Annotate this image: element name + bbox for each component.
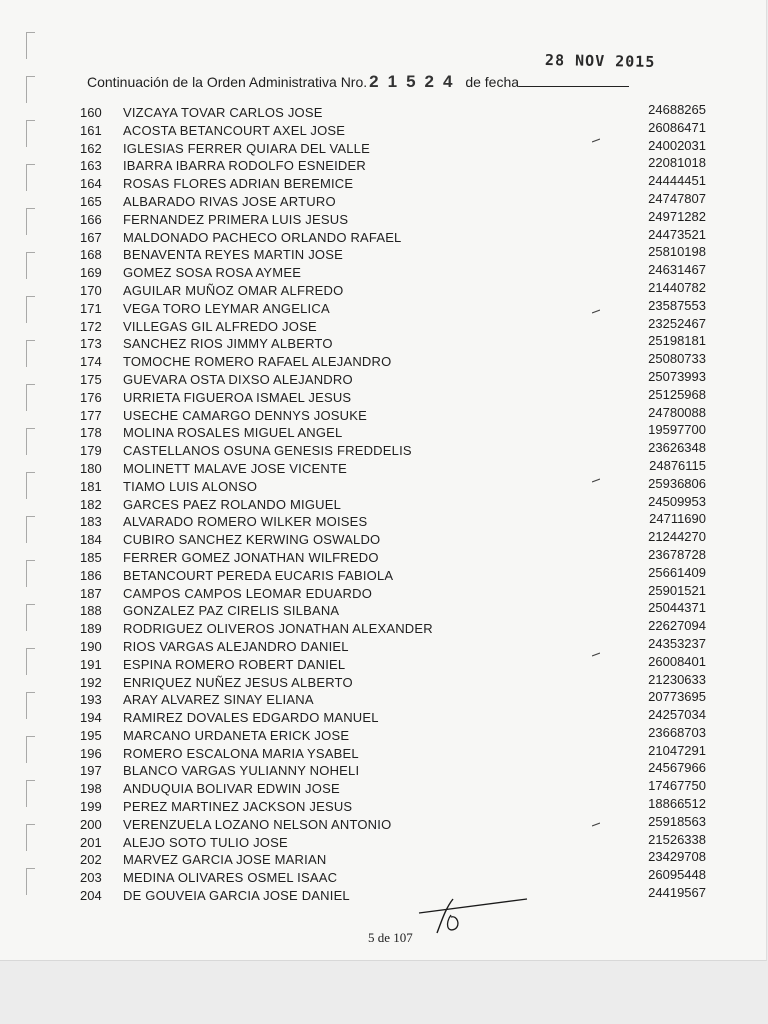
row-number: 169 — [80, 265, 102, 281]
full-name: GONZALEZ PAZ CIRELIS SILBANA — [123, 603, 340, 619]
row-number: 203 — [80, 870, 102, 886]
full-name: ESPINA ROMERO ROBERT DANIEL — [123, 656, 346, 672]
id-number: 24353237 — [648, 635, 706, 651]
id-number: 21526338 — [648, 831, 706, 847]
handwritten-signature — [415, 893, 535, 938]
row-number: 184 — [80, 532, 102, 548]
id-number: 25661409 — [648, 564, 706, 580]
row-number: 188 — [80, 603, 102, 619]
full-name: USECHE CAMARGO DENNYS JOSUKE — [123, 407, 367, 423]
full-name: FERRER GOMEZ JONATHAN WILFREDO — [123, 549, 379, 565]
id-number: 26086471 — [648, 119, 706, 135]
row-number: 165 — [80, 193, 102, 209]
full-name: IGLESIAS FERRER QUIARA DEL VALLE — [123, 140, 370, 156]
margin-mark — [26, 32, 35, 59]
id-number: 25936806 — [648, 475, 706, 491]
personnel-list — [0, 104, 766, 905]
id-number: 24631467 — [648, 262, 706, 278]
full-name: MARCANO URDANETA ERICK JOSE — [123, 727, 350, 743]
full-name: MOLINETT MALAVE JOSE VICENTE — [123, 460, 347, 476]
full-name: VERENZUELA LOZANO NELSON ANTONIO — [123, 816, 392, 832]
row-number: 186 — [80, 567, 102, 583]
full-name: CASTELLANOS OSUNA GENESIS FREDDELIS — [123, 443, 412, 459]
full-name: ALBARADO RIVAS JOSE ARTURO — [123, 193, 336, 209]
id-number: 21244270 — [648, 529, 706, 545]
row-number: 200 — [80, 816, 102, 832]
row-number: 174 — [80, 354, 102, 370]
full-name: ALEJO SOTO TULIO JOSE — [123, 834, 288, 850]
row-number: 161 — [80, 122, 102, 138]
margin-mark — [26, 76, 35, 103]
full-name: RAMIREZ DOVALES EDGARDO MANUEL — [123, 710, 379, 726]
full-name: ROMERO ESCALONA MARIA YSABEL — [123, 745, 359, 761]
row-number: 180 — [80, 460, 102, 476]
row-number: 177 — [80, 407, 102, 423]
id-number: 25918563 — [648, 813, 706, 829]
full-name: SANCHEZ RIOS JIMMY ALBERTO — [123, 336, 333, 352]
full-name: TIAMO LUIS ALONSO — [123, 478, 258, 494]
row-number: 196 — [80, 745, 102, 761]
full-name: VEGA TORO LEYMAR ANGELICA — [123, 300, 330, 316]
row-number: 170 — [80, 282, 102, 298]
row-number: 190 — [80, 638, 102, 654]
id-number: 26008401 — [648, 653, 706, 669]
row-number: 172 — [80, 318, 102, 334]
check-mark-icon — [592, 309, 600, 315]
row-number: 199 — [80, 799, 102, 815]
full-name: GUEVARA OSTA DIXSO ALEJANDRO — [123, 371, 353, 387]
row-number: 171 — [80, 300, 102, 316]
id-number: 20773695 — [648, 689, 706, 705]
id-number: 22627094 — [648, 618, 706, 634]
id-number: 23668703 — [648, 724, 706, 740]
row-number: 195 — [80, 727, 102, 743]
id-number: 26095448 — [648, 867, 706, 883]
date-stamp: 28 NOV 2015 — [544, 51, 656, 71]
id-number: 24711690 — [649, 511, 706, 527]
row-number: 167 — [80, 229, 102, 245]
full-name: DE GOUVEIA GARCIA JOSE DANIEL — [123, 888, 350, 904]
full-name: ENRIQUEZ NUÑEZ JESUS ALBERTO — [123, 674, 353, 690]
id-number: 21047291 — [648, 742, 706, 758]
id-number: 23252467 — [648, 315, 706, 331]
id-number: 21230633 — [648, 671, 706, 687]
row-number: 187 — [80, 585, 102, 601]
row-number: 202 — [80, 852, 102, 868]
full-name: RIOS VARGAS ALEJANDRO DANIEL — [123, 638, 349, 654]
id-number: 25198181 — [648, 333, 706, 349]
full-name: CUBIRO SANCHEZ KERWING OSWALDO — [123, 532, 381, 548]
row-number: 181 — [80, 478, 102, 494]
id-number: 24780088 — [648, 404, 706, 420]
order-header — [87, 72, 629, 92]
id-number: 23678728 — [648, 546, 706, 562]
id-number: 24444451 — [648, 173, 706, 189]
full-name: PEREZ MARTINEZ JACKSON JESUS — [123, 799, 353, 815]
id-number: 25125968 — [648, 386, 706, 402]
row-number: 164 — [80, 176, 102, 192]
check-mark-icon — [592, 478, 600, 484]
row-number: 183 — [80, 514, 102, 530]
id-number: 19597700 — [648, 422, 706, 438]
full-name: RODRIGUEZ OLIVEROS JONATHAN ALEXANDER — [123, 621, 433, 637]
row-number: 204 — [80, 888, 102, 904]
full-name: ANDUQUIA BOLIVAR EDWIN JOSE — [123, 781, 340, 797]
full-name: ALVARADO ROMERO WILKER MOISES — [123, 514, 368, 530]
full-name: FERNANDEZ PRIMERA LUIS JESUS — [123, 211, 349, 227]
row-number: 162 — [80, 140, 102, 156]
row-number: 179 — [80, 443, 102, 459]
id-number: 23587553 — [648, 297, 706, 313]
date-blank-line — [519, 74, 629, 87]
check-mark-icon — [592, 652, 600, 658]
row-number: 175 — [80, 371, 102, 387]
id-number: 22081018 — [648, 155, 706, 171]
id-number: 24747807 — [648, 190, 706, 206]
full-name: AGUILAR MUÑOZ OMAR ALFREDO — [123, 282, 344, 298]
full-name: IBARRA IBARRA RODOLFO ESNEIDER — [123, 158, 366, 174]
id-number: 25810198 — [648, 244, 706, 260]
full-name: VILLEGAS GIL ALFREDO JOSE — [123, 318, 317, 334]
row-number: 182 — [80, 496, 102, 512]
full-name: MALDONADO PACHECO ORLANDO RAFAEL — [123, 229, 402, 245]
row-number: 198 — [80, 781, 102, 797]
full-name: URRIETA FIGUEROA ISMAEL JESUS — [123, 389, 352, 405]
row-number: 192 — [80, 674, 102, 690]
check-mark-icon — [592, 138, 600, 144]
full-name: MARVEZ GARCIA JOSE MARIAN — [123, 852, 327, 868]
row-number: 191 — [80, 656, 102, 672]
full-name: BLANCO VARGAS YULIANNY NOHELI — [123, 763, 360, 779]
full-name: VIZCAYA TOVAR CARLOS JOSE — [123, 105, 323, 120]
row-number: 166 — [80, 211, 102, 227]
row-number: 173 — [80, 336, 102, 352]
full-name: GOMEZ SOSA ROSA AYMEE — [123, 265, 302, 281]
full-name: BETANCOURT PEREDA EUCARIS FABIOLA — [123, 567, 394, 583]
row-number: 194 — [80, 710, 102, 726]
id-number: 24473521 — [648, 226, 706, 242]
id-number: 24509953 — [648, 493, 706, 509]
id-number: 21440782 — [648, 279, 706, 295]
id-number: 24257034 — [648, 707, 706, 723]
id-number: 24567966 — [648, 760, 706, 776]
full-name: ROSAS FLORES ADRIAN BEREMICE — [123, 176, 354, 192]
id-number: 25080733 — [648, 351, 706, 367]
row-number: 189 — [80, 621, 102, 637]
row-number: 178 — [80, 425, 102, 441]
check-mark-icon — [592, 822, 600, 828]
full-name: CAMPOS CAMPOS LEOMAR EDUARDO — [123, 585, 373, 601]
page-counter: 5 de 107 — [368, 930, 413, 945]
id-number: 23626348 — [648, 440, 706, 456]
id-number: 18866512 — [648, 796, 706, 812]
id-number: 17467750 — [648, 778, 706, 794]
full-name: ARAY ALVAREZ SINAY ELIANA — [123, 692, 314, 708]
list-row — [0, 887, 766, 905]
id-number: 24002031 — [648, 137, 706, 153]
row-number: 163 — [80, 158, 102, 174]
order-number: 21524 — [369, 72, 462, 91]
row-number: 176 — [80, 389, 102, 405]
full-name: MOLINA ROSALES MIGUEL ANGEL — [123, 425, 343, 441]
id-number: 24971282 — [648, 208, 706, 224]
row-number: 197 — [80, 763, 102, 779]
header-suffix: de fecha — [465, 74, 520, 90]
row-number: 193 — [80, 692, 102, 708]
id-number: 24876115 — [649, 457, 706, 473]
full-name: TOMOCHE ROMERO RAFAEL ALEJANDRO — [123, 354, 392, 370]
id-number: 25073993 — [648, 368, 706, 384]
row-number: 160 — [80, 105, 102, 120]
row-number: 201 — [80, 834, 102, 850]
full-name: ACOSTA BETANCOURT AXEL JOSE — [123, 122, 346, 138]
full-name: GARCES PAEZ ROLANDO MIGUEL — [123, 496, 342, 512]
id-number: 24688265 — [648, 102, 706, 117]
row-number: 185 — [80, 549, 102, 565]
id-number: 24419567 — [648, 885, 706, 901]
id-number: 25044371 — [648, 600, 706, 616]
header-prefix: Continuación de la Orden Administrativa Nro. — [87, 74, 368, 90]
id-number: 23429708 — [648, 849, 706, 865]
full-name: MEDINA OLIVARES OSMEL ISAAC — [123, 870, 338, 886]
id-number: 25901521 — [648, 582, 706, 598]
row-number: 168 — [80, 247, 102, 263]
full-name: BENAVENTA REYES MARTIN JOSE — [123, 247, 343, 263]
